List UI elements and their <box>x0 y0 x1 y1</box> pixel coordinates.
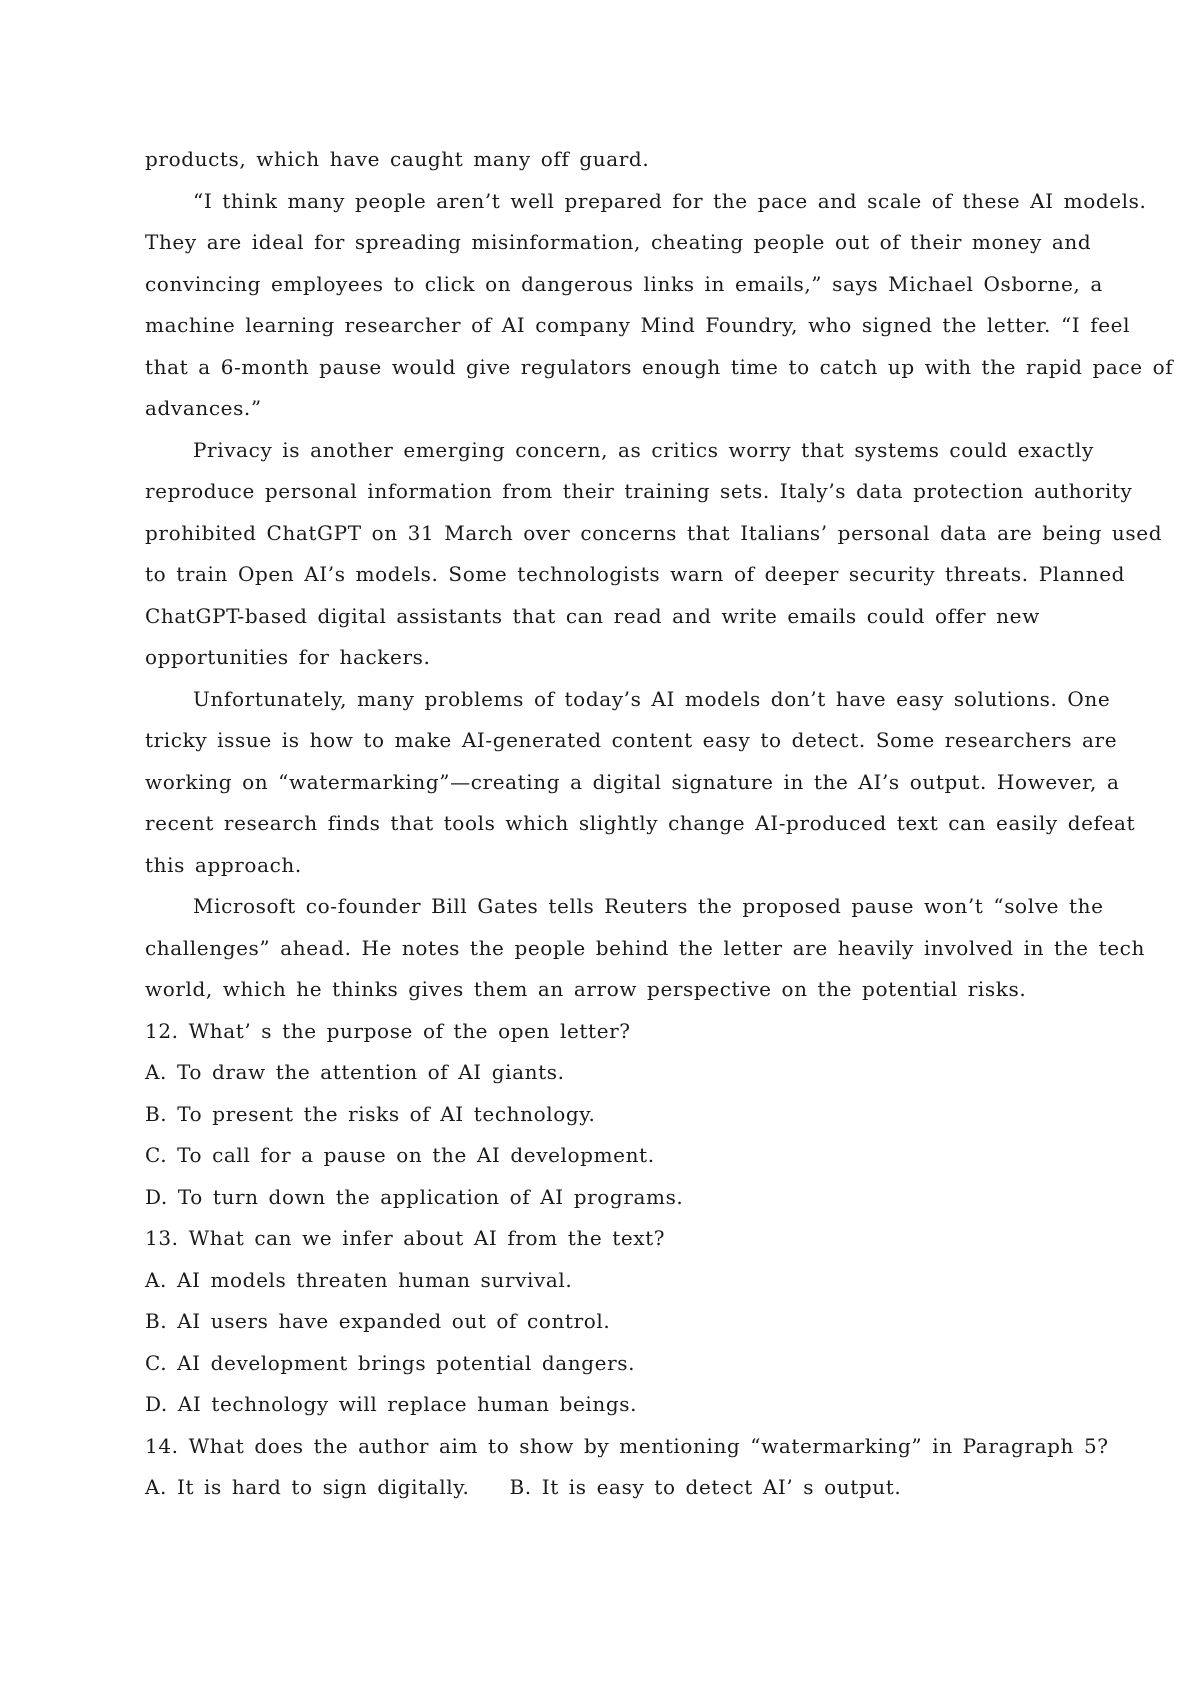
answer-option-c: C. To call for a pause on the AI development. <box>145 1143 655 1167</box>
answer-option-b: B. To present the risks of AI technology. <box>145 1101 596 1126</box>
answer-options-row <box>145 1467 1175 1509</box>
question-13 <box>145 1218 1175 1426</box>
question-stem: 14. What does the author aim to show by mentioning “watermarking” in Paragraph 5? <box>145 1433 1109 1458</box>
answer-option-b: B. AI users have expanded out of control. <box>145 1309 611 1333</box>
answer-option-d: D. AI technology will replace human beings. <box>145 1392 638 1416</box>
answer-option-b: B. It is easy to detect AI’ s output. <box>509 1475 902 1499</box>
question-12 <box>145 1011 1175 1219</box>
question-stem: 13. What can we infer about AI from the text? <box>145 1226 666 1250</box>
question-stem: 12. What’ s the purpose of the open letter? <box>145 1018 631 1043</box>
answer-option-d: D. To turn down the application of AI programs. <box>145 1184 684 1209</box>
answer-option-a: A. AI models threaten human survival. <box>145 1267 573 1292</box>
passage-paragraph-bill-gates: Microsoft co-founder Bill Gates tells Reuters the proposed pause won’t “solve the challenges” ahead. He notes the people behind the letter are heavily involved in the tech world, which he thinks gives them an arrow perspective on the potential risks. <box>145 894 1145 1001</box>
question-14 <box>145 1426 1175 1509</box>
answer-option-c: C. AI development brings potential dangers. <box>145 1350 636 1375</box>
document-content <box>145 139 1175 1509</box>
passage-paragraph-privacy: Privacy is another emerging concern, as critics worry that systems could exactly reproduce personal information from their training sets. Italy’s data protection authority prohibited ChatGPT on 31 March over concerns that Italians’ personal data are being used to train Open AI’s models. Some technologists warn of deeper security threats. Planned ChatGPT-based digital assistants that can read and write emails could offer new opportunities for hackers. <box>145 437 1163 669</box>
answer-option-a: A. It is hard to sign digitally. <box>145 1475 470 1499</box>
passage-paragraph-tail: products, which have caught many off guard. <box>145 147 650 171</box>
passage-paragraph-watermarking: Unfortunately, many problems of today’s AI models don’t have easy solutions. One tricky issue is how to make AI-generated content easy to detect. Some researchers are working on “watermarking”—creating a digital signature in the AI’s output. However, a recent research finds that tools which slightly change AI-produced text can easily defeat this approach. <box>145 686 1136 877</box>
passage-paragraph-osborne-quote: “I think many people aren’t well prepared for the pace and scale of these AI models. They are ideal for spreading misinformation, cheating people out of their money and convincing employees to click on dangerous links in emails,” says Michael Osborne, a machine learning researcher of AI company Mind Foundry, who signed the letter. “I feel that a 6-month pause would give regulators enough time to catch up with the rapid pace of advances.” <box>145 188 1174 420</box>
answer-option-a: A. To draw the attention of AI giants. <box>145 1060 565 1084</box>
